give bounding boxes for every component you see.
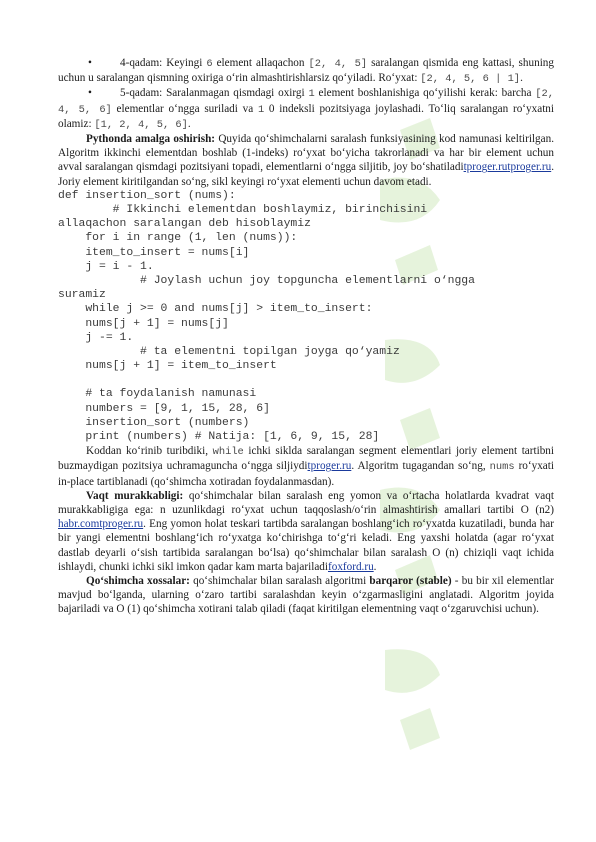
source-link[interactable]: foxford.ru	[328, 560, 374, 573]
code-line	[58, 373, 554, 387]
inline-code: [2, 4, 5, 6]	[58, 88, 554, 116]
source-link[interactable]: tproger.ru	[307, 460, 352, 473]
code-block	[58, 189, 554, 444]
inline-code: 1	[308, 88, 315, 101]
code-line: print (numbers) # Natija: [1, 6, 9, 15, 28]	[58, 431, 380, 444]
step5-paragraph: • 5-qadam: Saralanmagan qismdagi oxirgi 1 element boshlanishiga qo‘yilishi kerak: barcha [2, 4, 5, 6] elementlar o‘ngga suriladi va 1 0 indeksli pozitsiyaga joylashadi. To‘liq saralangan ro‘yxatni olamiz: [1, 2, 4, 5, 6].	[58, 87, 554, 131]
source-link[interactable]: tproger.ru	[507, 161, 552, 174]
section-heading: Vaqt murakkabligi:	[86, 489, 184, 502]
code-line: def insertion_sort (nums):	[58, 189, 236, 202]
inline-code: while	[212, 446, 244, 459]
inline-code: 1	[257, 103, 265, 116]
code-line: item_to_insert = nums[i]	[58, 246, 250, 259]
section-heading: Pythonda amalga oshirish:	[86, 133, 216, 146]
python-intro-paragraph: Pythonda amalga oshirish: Quyida qo‘shimchalarni saralash funksiyasining kod namunasi keltirilgan. Algoritm ikkinchi elementdan boshlab (1-indeks) ro‘yxat bo‘yicha takrorlanadi va har bir element uchun avval saralangan qismdagi pozitsiyani topadi, elementlarni o‘ngga siljitib, joy bo‘shatiladitproger.rutproger.ru. Joriy element kiritilgandan so‘ng, sikl keyingi ro‘yxat elementi uchun davom etadi.	[58, 133, 554, 188]
code-line: numbers = [9, 1, 15, 28, 6]	[58, 402, 270, 415]
document-page	[58, 56, 554, 617]
source-link[interactable]: tproger.ru	[463, 161, 508, 174]
inline-code: [2, 4, 5]	[308, 58, 368, 70]
complexity-paragraph: Vaqt murakkabligi: qo‘shimchalar bilan saralash eng yomon va o‘rtacha holatlarda kvadrat vaqt murakkabligiga ega: n uzunlikdagi ro‘yxat uchun taqqoslash/o‘rin almashtirish amallari tartibi O (n2) habr.comtproger.ru. Eng yomon holat teskari tartibda saralangan boshlang‘ich ro‘yxatda kuzatiladi, bunda har bir yangi elementni boshlang‘ich ro‘yxatga ko‘chirishga to‘g‘ri keladi. Eng yaxshi holatda (agar ro‘yxat dastlab deyarli o‘sish tartibida saralangan bo‘lsa) qo‘shimchalar bilan saralash O (n) chiziqli vaqt ichida ishlaydi, chunki ichki sikl imkon qadar kam marta bajariladifoxford.ru.	[58, 489, 554, 573]
code-line: allaqachon saralangan deb hisoblaymiz	[58, 218, 311, 231]
bullet-icon: •	[88, 87, 92, 100]
code-line: # Ikkinchi elementdan boshlaymiz, birinchisini	[58, 204, 428, 217]
code-line: j -= 1.	[58, 331, 134, 344]
code-line: j = i - 1.	[58, 260, 154, 273]
code-line: while j >= 0 and nums[j] > item_to_insert:	[58, 303, 373, 316]
inline-code: [2, 4, 5, 6 | 1]	[420, 73, 521, 86]
code-line: # Joylash uchun joy topguncha elementlarni o‘ngga	[58, 274, 475, 287]
after-code-paragraph: Koddan ko‘rinib turibdiki, while ichki siklda saralangan segment elementlari joriy element tartibni buzmaydigan pozitsiya uchramaguncha o‘ngga siljiyditproger.ru. Algoritm tugagandan so‘ng, nums ro‘yxati in-place tartiblanadi (qo‘shimcha xotiradan foydalanmasdan).	[58, 445, 554, 488]
source-link[interactable]: habr.com	[58, 518, 100, 531]
inline-code: 6	[206, 58, 213, 70]
step4-paragraph: • 4-qadam: Keyingi 6 element allaqachon [2, 4, 5] saralangan qismida eng kattasi, shuning uchun u saralangan qismning oxiriga o‘rin almashtirishlarsiz qo‘yiladi. Ro‘yxat: [2, 4, 5, 6 | 1].	[58, 57, 554, 86]
code-line: insertion_sort (numbers)	[58, 416, 250, 429]
extra-properties-paragraph: Qo‘shimcha xossalar: qo‘shimchalar bilan saralash algoritmi barqaror (stable) - bu bir xil elementlar mavjud bo‘lganda, ularning o‘zaro tartibi saralashdan keyin o‘zgarmasligini anglatadi. Algoritm joyida bajariladi va O (1) qo‘shimcha xotirani talab qiladi (faqat kiritilgan elementning vaqt o‘zgaruvchisi uchun).	[58, 575, 555, 616]
code-line: nums[j + 1] = nums[j]	[58, 317, 229, 330]
inline-code: [1, 2, 4, 5, 6]	[94, 118, 188, 131]
emphasis-text: barqaror (stable)	[369, 575, 452, 588]
code-line: nums[j + 1] = item_to_insert	[58, 360, 277, 373]
code-line: # ta foydalanish namunasi	[58, 388, 257, 401]
inline-code: nums	[489, 461, 515, 474]
source-link[interactable]: tproger.ru	[99, 518, 144, 531]
section-heading: Qo‘shimcha xossalar:	[86, 575, 190, 588]
code-line: # ta elementni topilgan joyga qo‘yamiz	[58, 345, 400, 358]
bullet-icon: •	[88, 57, 92, 69]
code-line: for i in range (1, len (nums)):	[58, 232, 298, 245]
code-line: suramiz	[58, 289, 106, 302]
